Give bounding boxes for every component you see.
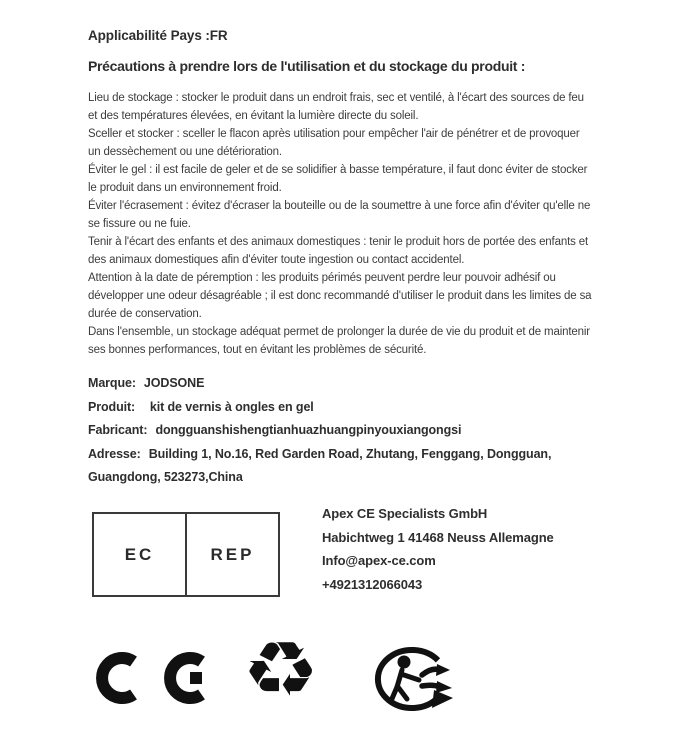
ec-rep-left-cell: EC xyxy=(94,514,187,595)
paragraph-overall-storage: Dans l'ensemble, un stockage adéquat permet de prolonger la durée de vie du produit et de maintenir ses bonnes performances, tout en évitant les problèmes de sécurité. xyxy=(88,326,590,356)
ec-rep-box xyxy=(92,512,280,597)
address-label: Adresse: xyxy=(88,446,141,461)
product-info-block xyxy=(88,372,616,490)
brand-label: Marque: xyxy=(88,376,136,390)
product-label: Produit: xyxy=(88,399,136,414)
manufacturer-row xyxy=(88,419,616,443)
representative-address: Habichtweg 1 41468 Neuss Allemagne xyxy=(322,529,554,545)
paragraph-avoid-crushing: Éviter l'écrasement : évitez d'écraser la bouteille ou de la soumettre à une force afin d'éviter qu'elle ne se fissure ou ne fuie. xyxy=(88,200,591,230)
ec-rep-right-cell: REP xyxy=(210,544,255,564)
paragraph-storage-location: Lieu de stockage : stocker le produit dans un endroit frais, sec et ventilé, à l'écart des sources de feu et des températures élevées, en évitant la lumière directe du soleil. xyxy=(88,92,584,122)
paragraph-expiry-date: Attention à la date de péremption : les produits périmés peuvent perdre leur pouvoir adhésif ou développer une odeur désagréable ; il est donc recommandé d'utiliser le produit dans les limites de sa durée de conservation. xyxy=(88,272,592,320)
compliance-symbols-row xyxy=(0,625,679,726)
manufacturer-value: dongguanshishengtianhuazhuangpinyouxiangongsi xyxy=(155,423,462,437)
precautions-paragraphs xyxy=(88,89,593,359)
paragraph-avoid-freezing: Éviter le gel : il est facile de geler et de se solidifier à basse température, il faut donc éviter de stocker le produit dans un environnement froid. xyxy=(88,164,588,194)
manufacturer-label: Fabricant: xyxy=(88,423,148,437)
paragraph-keep-away-children: Tenir à l'écart des enfants et des animaux domestiques : tenir le produit hors de portée des enfants et des animaux domestiques afin d'éviter toute ingestion ou contact accidentel. xyxy=(88,236,589,266)
brand-value: JODSONE xyxy=(143,376,205,390)
precautions-title: Précautions à prendre lors de l'utilisation et du stockage du produit : xyxy=(88,58,526,74)
triman-icon xyxy=(374,645,462,715)
representative-email: Info@apex-ce.com xyxy=(322,553,436,568)
product-row xyxy=(88,396,616,420)
recycling-mobius-icon: ♻ xyxy=(242,625,320,714)
representative-phone: +4921312066043 xyxy=(322,576,423,592)
product-value: kit de vernis à ongles en gel xyxy=(143,399,314,414)
paragraph-seal-store: Sceller et stocker : sceller le flacon après utilisation pour empêcher l'air de pénétrer et de provoquer un dessèchement ou une détérioration. xyxy=(88,128,580,158)
ce-mark-icon xyxy=(95,650,227,706)
address-value: Building 1, No.16, Red Garden Road, Zhutang, Fenggang, Dongguan, Guangdong, 523273,China xyxy=(88,446,555,484)
address-row xyxy=(88,443,616,490)
country-applicability-heading: Applicabilité Pays :FR xyxy=(88,28,228,43)
brand-row xyxy=(88,372,616,396)
representative-name: Apex CE Specialists GmbH xyxy=(322,506,488,521)
eu-representative-contact xyxy=(322,502,554,596)
